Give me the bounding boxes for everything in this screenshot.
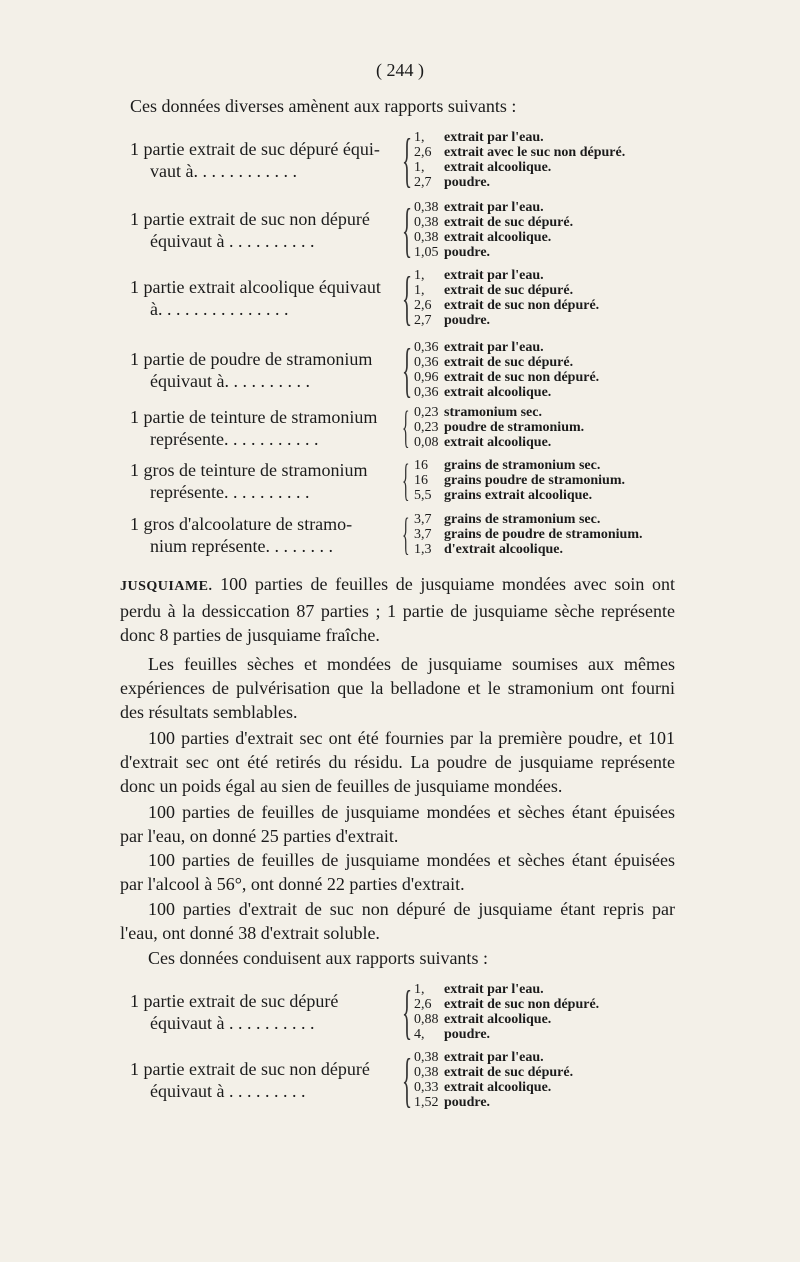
ratio-value: 1,05	[414, 245, 439, 260]
ratio-row	[414, 230, 573, 245]
ratio-row	[414, 175, 625, 190]
ratio-value: 0,23	[414, 420, 439, 435]
ratio-row	[414, 473, 625, 488]
ratio-description: poudre.	[444, 313, 491, 328]
ratio-row	[414, 542, 642, 557]
ratio-description: grains de stramonium sec.	[444, 512, 601, 527]
ratio-row	[414, 1012, 599, 1027]
ratio-label-line: 1 partie extrait de suc dépuré équi-	[130, 139, 380, 159]
ratio-description: grains de poudre de stramonium.	[444, 527, 643, 542]
ratio-value: 2,7	[414, 313, 432, 328]
ratio-description: extrait par l'eau.	[444, 268, 544, 283]
paragraph-text: 100 parties d'extrait de suc non dépuré de jusquiame étant repris par l'eau, ont donné 38 d'extrait soluble.	[120, 899, 675, 943]
ratio-value: 0,38	[414, 1050, 439, 1065]
ratio-row	[414, 458, 625, 473]
ratio-description: grains extrait alcoolique.	[444, 488, 593, 503]
ratio-value: 0,38	[414, 200, 439, 215]
ratio-label-line: 1 partie de poudre de stramonium	[130, 349, 373, 369]
ratio-values	[414, 130, 625, 190]
ratio-row	[414, 527, 642, 542]
ratio-label-line: 1 partie extrait de suc non dépuré	[130, 209, 370, 229]
ratio-row	[414, 1065, 573, 1080]
ratio-description: extrait alcoolique.	[444, 1080, 552, 1095]
ratio-label-line: représente. . . . . . . . . . .	[150, 428, 319, 449]
ratio-value: 2,6	[414, 997, 432, 1012]
ratio-description: poudre.	[444, 245, 491, 260]
ratio-description: extrait avec le suc non dépuré.	[444, 145, 626, 160]
ratio-value: 0,38	[414, 215, 439, 230]
ratio-value: 0,08	[414, 435, 439, 450]
body-paragraph	[120, 848, 675, 896]
ratio-value: 4,	[414, 1027, 425, 1042]
ratio-description: grains poudre de stramonium.	[444, 473, 625, 488]
ratio-label	[130, 509, 410, 559]
ratio-value: 2,6	[414, 298, 432, 313]
ratio-description: extrait alcoolique.	[444, 160, 552, 175]
ratio-value: 2,7	[414, 175, 432, 190]
ratio-label	[130, 348, 410, 392]
ratio-description: extrait alcoolique.	[444, 1012, 552, 1027]
ratio-label	[130, 138, 410, 182]
body-paragraph	[120, 946, 675, 970]
brace: {	[402, 979, 413, 1045]
ratio-description: extrait alcoolique.	[444, 230, 552, 245]
ratio-label-line: équivaut à . . . . . . . . . .	[150, 1013, 315, 1033]
body-paragraph	[120, 800, 675, 848]
ratio-value: 0,36	[414, 355, 439, 370]
ratio-row	[414, 385, 599, 400]
ratio-values	[414, 405, 584, 450]
ratio-label-line: 1 gros de teinture de stramonium	[130, 459, 368, 480]
ratio-values	[414, 982, 599, 1042]
ratio-label	[130, 402, 410, 452]
ratio-value: 5,5	[414, 488, 432, 503]
ratio-description: extrait de suc non dépuré.	[444, 298, 600, 313]
intro-line: Ces données diverses amènent aux rapports suivants :	[130, 96, 517, 116]
ratio-values	[414, 340, 599, 400]
body-paragraph	[120, 652, 675, 724]
ratio-row	[414, 370, 599, 385]
ratio-description: extrait de suc dépuré.	[444, 283, 574, 298]
paragraph-text: Ces données conduisent aux rapports suivants :	[148, 948, 488, 968]
ratio-label-line: nium représente. . . . . . . .	[150, 535, 333, 556]
ratio-value: 3,7	[414, 527, 432, 542]
ratio-label-line: 1 partie extrait alcoolique équivaut	[130, 277, 381, 297]
ratio-description: extrait par l'eau.	[444, 1050, 544, 1065]
body-paragraph	[120, 572, 675, 647]
ratio-row	[414, 340, 599, 355]
ratio-values	[414, 268, 599, 328]
ratio-description: poudre.	[444, 1095, 491, 1110]
ratio-row	[414, 313, 599, 328]
ratio-row	[414, 1080, 573, 1095]
ratio-description: poudre de stramonium.	[444, 420, 585, 435]
ratio-value: 1,	[414, 160, 425, 175]
ratio-description: extrait de suc dépuré.	[444, 1065, 574, 1080]
ratio-description: extrait par l'eau.	[444, 982, 544, 997]
section-heading: JUSQUIAME.	[120, 579, 213, 594]
ratio-values	[414, 458, 625, 503]
brace: {	[402, 1047, 413, 1113]
ratio-description: extrait alcoolique.	[444, 435, 552, 450]
ratio-row	[414, 130, 625, 145]
brace: {	[402, 509, 410, 559]
ratio-description: extrait de suc non dépuré.	[444, 370, 600, 385]
ratio-description: extrait par l'eau.	[444, 200, 544, 215]
ratio-value: 2,6	[414, 145, 432, 160]
ratio-value: 0,96	[414, 370, 439, 385]
ratio-row	[414, 488, 625, 503]
ratio-label	[130, 990, 410, 1034]
ratio-label-line: 1 gros d'alcoolature de stramo-	[130, 513, 353, 534]
ratio-values	[414, 512, 642, 557]
ratio-label-line: équivaut à . . . . . . . . .	[150, 1081, 306, 1101]
brace: {	[402, 197, 413, 263]
ratio-row	[414, 512, 642, 527]
ratio-description: poudre.	[444, 175, 491, 190]
paragraph-text: 100 parties d'extrait sec ont été fournies par la première poudre, et 101 d'extrait sec ont été retirés du résidu. La poudre de jusquiame représente donc un poids égal au sien de feuilles de jusquiame mondées.	[120, 728, 675, 796]
ratio-label-line: 1 partie extrait de suc non dépuré	[130, 1059, 370, 1079]
ratio-value: 16	[414, 458, 428, 473]
ratio-description: extrait de suc dépuré.	[444, 355, 574, 370]
ratio-value: 0,36	[414, 385, 439, 400]
ratio-row	[414, 145, 625, 160]
ratio-row	[414, 283, 599, 298]
ratio-description: poudre.	[444, 1027, 491, 1042]
ratio-row	[414, 435, 584, 450]
ratio-label	[130, 276, 410, 320]
ratio-value: 1,	[414, 268, 425, 283]
ratio-label-line: 1 partie de teinture de stramonium	[130, 406, 378, 427]
ratio-label-line: équivaut à . . . . . . . . . .	[150, 231, 315, 251]
ratio-label-line: à. . . . . . . . . . . . . . .	[150, 299, 289, 319]
ratio-value: 0,88	[414, 1012, 439, 1027]
ratio-value: 0,38	[414, 230, 439, 245]
ratio-row	[414, 160, 625, 175]
ratio-row	[414, 245, 573, 260]
ratio-value: 3,7	[414, 512, 432, 527]
ratio-values	[414, 200, 573, 260]
ratio-values	[414, 1050, 573, 1110]
ratio-value: 0,23	[414, 405, 439, 420]
brace: {	[402, 402, 410, 452]
ratio-label-line: équivaut à. . . . . . . . . .	[150, 371, 310, 391]
body-paragraph	[120, 726, 675, 798]
paragraph-text: 100 parties de feuilles de jusquiame mondées avec soin ont perdu à la dessiccation 87 parties ; 1 partie de jusquiame sèche représente donc 8 parties de jusquiame fraîche.	[120, 574, 675, 645]
ratio-label-line: vaut à. . . . . . . . . . . .	[150, 161, 297, 181]
ratio-description: stramonium sec.	[444, 405, 542, 420]
ratio-description: extrait par l'eau.	[444, 340, 544, 355]
ratio-row	[414, 215, 573, 230]
page-number: ( 244 )	[376, 60, 424, 80]
ratio-description: extrait alcoolique.	[444, 385, 552, 400]
ratio-row	[414, 1050, 573, 1065]
ratio-row	[414, 420, 584, 435]
brace: {	[402, 337, 413, 403]
ratio-row	[414, 298, 599, 313]
ratio-description: extrait par l'eau.	[444, 130, 544, 145]
ratio-description: extrait de suc non dépuré.	[444, 997, 600, 1012]
paragraph-text: 100 parties de feuilles de jusquiame mondées et sèches étant épuisées par l'alcool à 56°, ont donné 22 parties d'extrait.	[120, 850, 675, 894]
ratio-label-line: représente. . . . . . . . . .	[150, 481, 310, 502]
brace: {	[402, 127, 413, 193]
paragraph-text: Les feuilles sèches et mondées de jusquiame soumises aux mêmes expériences de pulvérisation que la belladone et le stramonium ont fourni des résultats semblables.	[120, 654, 675, 722]
ratio-row	[414, 982, 599, 997]
ratio-value: 1,52	[414, 1095, 439, 1110]
ratio-label	[130, 208, 410, 252]
ratio-row	[414, 1095, 573, 1110]
body-paragraph	[120, 897, 675, 945]
ratio-value: 1,	[414, 982, 425, 997]
ratio-row	[414, 1027, 599, 1042]
ratio-value: 16	[414, 473, 428, 488]
ratio-description: d'extrait alcoolique.	[444, 542, 563, 557]
ratio-description: grains de stramonium sec.	[444, 458, 601, 473]
ratio-value: 0,33	[414, 1080, 439, 1095]
ratio-value: 1,	[414, 283, 425, 298]
ratio-row	[414, 997, 599, 1012]
ratio-row	[414, 355, 599, 370]
ratio-value: 1,	[414, 130, 425, 145]
ratio-label-line: 1 partie extrait de suc dépuré	[130, 991, 339, 1011]
paragraph-text: 100 parties de feuilles de jusquiame mondées et sèches étant épuisées par l'eau, on donné 25 parties d'extrait.	[120, 802, 675, 846]
brace: {	[402, 455, 410, 505]
ratio-value: 1,3	[414, 542, 432, 557]
ratio-row	[414, 200, 573, 215]
brace: {	[402, 265, 413, 331]
ratio-value: 0,36	[414, 340, 439, 355]
ratio-value: 0,38	[414, 1065, 439, 1080]
ratio-description: extrait de suc dépuré.	[444, 215, 574, 230]
ratio-row	[414, 405, 584, 420]
ratio-row	[414, 268, 599, 283]
ratio-label	[130, 455, 410, 505]
ratio-label	[130, 1058, 410, 1102]
